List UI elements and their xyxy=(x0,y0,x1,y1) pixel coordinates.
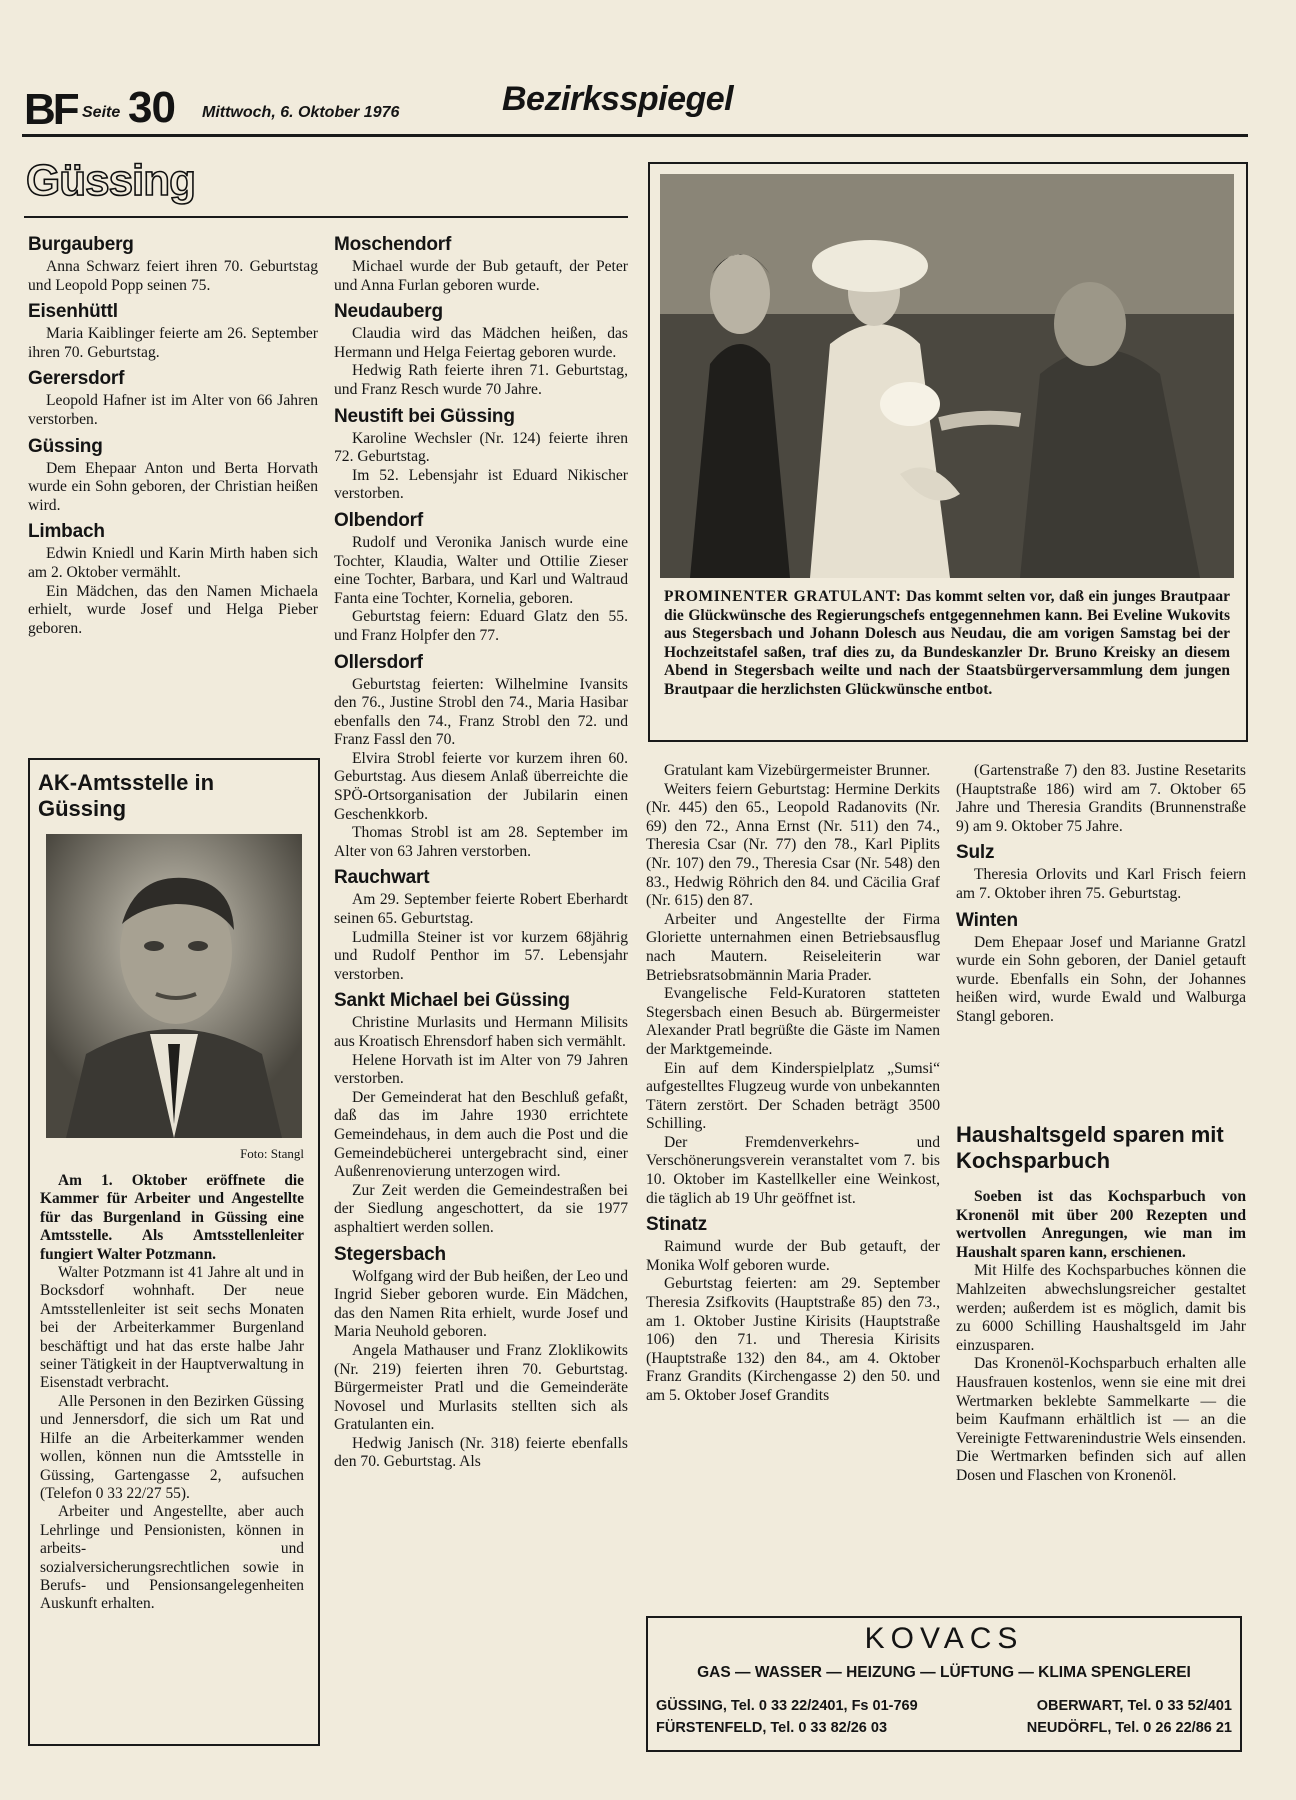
issue-date: Mittwoch, 6. Oktober 1976 xyxy=(202,104,400,121)
header-rule xyxy=(22,134,1248,137)
section-heading: Güssing xyxy=(28,435,103,457)
region-rule xyxy=(24,216,628,218)
news-item: Geburtstag feierten: Wilhelmine Ivansits den 76., Justine Strobl den 74., Maria Hasibar ebenfalls den 74., Franz Strobl den 72. und Franz Fassl den 70. xyxy=(334,675,628,749)
ak-box xyxy=(28,758,320,1746)
section-heading: Moschendorf xyxy=(334,234,452,255)
caption-text: Das kommt selten vor, daß ein junges Brautpaar die Glückwünsche des Regierungschefs entgegennehmen kann. Bei Eveline Wukovits aus Stegersbach und Johann Dolesch aus Neudau, die am vorigen Samstag bei der Hochzeitstafel saßen, traf dies zu, da Bundeskanzler Dr. Bruno Kreisky an diesem Abend in Stegersbach weilte und nach der Staatsbürgerversammlung dem jungen Brautpaar die herzlichsten Glückwünsche entbot. xyxy=(664,588,1231,698)
page-number: 30 xyxy=(128,83,175,132)
section-heading: Stegersbach xyxy=(334,1243,446,1265)
article-paragraph: Das Kronenöl-Kochsparbuch erhalten alle Hausfrauen kostenlos, wenn sie eine mit drei Wertmarken beklebte Sammelkarte — die beim Kaufmann erhältlich ist — an die Vereinigte Fettwarenindustrie Wels einsenden. Die Wertmarken befinden sich auf allen Dosen und Flaschen von Kronenöl. xyxy=(956,1355,1246,1484)
wedding-photo-box xyxy=(648,162,1248,742)
column-4 xyxy=(956,762,1246,1027)
news-item: (Gartenstraße 7) den 83. Justine Resetarits (Hauptstraße 186) wird am 7. Oktober 65 Jahre und Theresia Grandits (Brunnenstraße 9) am 9. Oktober 75 Jahre. xyxy=(956,762,1246,835)
news-item: Dem Ehepaar Anton und Berta Horvath wurde ein Sohn geboren, der Christian heißen wird. xyxy=(28,459,318,514)
news-item: Geburtstag feiern: Eduard Glatz den 55. und Franz Holpfer den 77. xyxy=(334,608,628,644)
news-item: Theresia Orlovits und Karl Frisch feiern am 7. Oktober ihren 75. Geburtstag. xyxy=(956,866,1246,902)
news-item: Weiters feiern Geburtstag: Hermine Derkits (Nr. 445) den 65., Leopold Radanovits (Nr. 69) den 72., Anna Ernst (Nr. 511) den 74., Theresia Csar (Nr. 77) den 78., Karl Piplits (Nr. 107) den 79., Theresia Csar (Nr. 548) den 83., Hedwig Röhrich den 84. und Cäcilia Graf (Nr. 615) den 87. xyxy=(646,780,940,910)
ad-line2-right: NEUDÖRFL, Tel. 0 26 22/86 21 xyxy=(1026,1720,1232,1736)
article-lead: Am 1. Oktober eröffnete die Kammer für Arbeiter und Angestellte für das Burgenland in Güssing eine Amtsstelle. Als Amtsstellenleiter fungiert Walter Potzmann. xyxy=(40,1172,304,1263)
news-item: Helene Horvath ist im Alter von 79 Jahren verstorben. xyxy=(334,1051,628,1088)
section-heading: Stinatz xyxy=(646,1214,707,1236)
news-item: Evangelische Feld-Kuratoren statteten Stegersbach einen Besuch ab. Bürgermeister Alexander Pratl begrüßte die Gäste im Namen der Marktgemeinde. xyxy=(646,985,940,1058)
article-paragraph: Walter Potzmann ist 41 Jahre alt und in Bocksdorf wohnhaft. Der neue Amtsstellenleiter ist seit sechs Monaten bei der Arbeiterkammer Burgenland beschäftigt und hat das erste halbe Jahr seiner Tätigkeit in der Hauptverwaltung in Eisenstadt verbracht. xyxy=(40,1264,304,1392)
news-item: Hedwig Janisch (Nr. 318) feierte ebenfalls den 70. Geburtstag. Als xyxy=(334,1434,628,1471)
section-heading: Winten xyxy=(956,909,1018,931)
news-item: Geburtstag feierten: am 29. September Theresia Zsifkovits (Hauptstraße 85) den 73., am 1. Oktober Justine Kirisits (Hauptstraße 106) den 71. und Theresia Kirisits (Hauptstraße 132) den 84., am 4. Oktober Franz Grandits (Kirchengasse 2) den 50. und am 5. Oktober Josef Grandits xyxy=(646,1275,940,1404)
ak-article xyxy=(40,1172,304,1614)
news-item: Gratulant kam Vizebürgermeister Brunner. xyxy=(664,762,931,779)
news-item: Maria Kaiblinger feierte am 26. September ihren 70. Geburtstag. xyxy=(28,325,318,361)
section-heading: Rauchwart xyxy=(334,867,430,889)
news-item: Ein auf dem Kinderspielplatz „Sumsi“ aufgestelltes Flugzeug wurde von unbekannten Tätern zerstört. Der Schaden beträgt 3500 Schilling. xyxy=(646,1059,940,1133)
article-lead: Soeben ist das Kochsparbuch von Kronenöl mit über 200 Rezepten und wertvollen Anregungen, wie man im Haushalt sparen kann, erschienen. xyxy=(956,1188,1246,1261)
news-item: Claudia wird das Mädchen heißen, das Hermann und Helga Feiertag geboren wurde. xyxy=(334,325,628,361)
masthead-logo: BF xyxy=(24,85,77,134)
portrait-image xyxy=(46,834,302,1138)
news-item: Ein Mädchen, das den Namen Michaela erhielt, wurde Josef und Helga Pieber geboren. xyxy=(28,582,318,637)
column-1 xyxy=(28,234,318,638)
section-heading: Sulz xyxy=(956,842,995,864)
news-item: Arbeiter und Angestellte der Firma Gloriette unternahmen einen Betriebsausflug nach Mautern. Reiseleiterin war Betriebsratsobmännin Maria Prader. xyxy=(646,910,940,984)
region-title: Güssing xyxy=(26,156,196,205)
column-2 xyxy=(334,234,628,1472)
section-heading: Ollersdorf xyxy=(334,651,423,673)
ad-services: GAS — WASSER — HEIZUNG — LÜFTUNG — KLIMA SPENGLEREI xyxy=(697,1664,1191,1681)
news-item: Raimund wurde der Bub getauft, der Monika Wolf geboren wurde. xyxy=(646,1238,940,1274)
news-item: Wolfgang wird der Bub heißen, der Leo und Ingrid Sieber geboren wurde. Ein Mädchen, das den Namen Rita erhielt, wurde Josef und Maria Neuhold geboren. xyxy=(334,1267,628,1341)
wedding-image xyxy=(660,174,1234,578)
ad-name: KOVACS xyxy=(864,1622,1024,1655)
section-heading: Eisenhüttl xyxy=(28,301,118,323)
seite-label: Seite xyxy=(82,104,121,121)
news-item: Elvira Strobl feierte vor kurzem ihren 60. Geburtstag. Aus diesem Anlaß überreichte die SPÖ-Ortsorganisation der Jubilarin einen Geschenkkorb. xyxy=(334,749,628,823)
news-item: Michael wurde der Bub getauft, der Peter und Anna Furlan geboren wurde. xyxy=(334,258,628,294)
news-item: Angela Mathauser und Franz Zloklikowits (Nr. 219) feierten ihren 70. Geburtstag. Bürgermeister Pratl und die Gemeinderäte Novosel und Murlasits stellten sich als Gratulanten ein. xyxy=(334,1341,628,1434)
news-item: Am 29. September feierte Robert Eberhardt seinen 65. Geburtstag. xyxy=(334,891,628,928)
news-item: Im 52. Lebensjahr ist Eduard Nikischer verstorben. xyxy=(334,466,628,503)
article-paragraph: Mit Hilfe des Kochsparbuches können die Mahlzeiten abwechslungsreicher gestaltet werden; außerdem ist es möglich, damit bis zu 6000 Schilling Haushaltsgeld im Jahr einzusparen. xyxy=(956,1262,1246,1354)
news-item: Zur Zeit werden die Gemeindestraßen bei der Siedlung angeschottert, da sie 1977 asphaltiert werden sollen. xyxy=(334,1181,628,1236)
article-paragraph: Alle Personen in den Bezirken Güssing und Jennersdorf, die sich um Rat und Hilfe an die Arbeiterkammer wenden wollen, können nun die Amtsstelle in Güssing, Gartengasse 2, aufsuchen (Telefon 0 33 22/27 55). xyxy=(40,1392,304,1502)
ak-title: AK-Amtsstelle in Güssing xyxy=(38,770,215,821)
section-heading: Neustift bei Güssing xyxy=(334,405,515,427)
section-heading: Burgauberg xyxy=(28,234,134,255)
news-item: Der Gemeinderat hat den Beschluß gefaßt, daß das im Jahre 1930 errichtete Gemeindehaus, in dem auch die Post und die Gemeindebücherei untergebracht sind, einer Außenrenovierung unterzogen wird. xyxy=(334,1088,628,1181)
news-item: Dem Ehepaar Josef und Marianne Gratzl wurde ein Sohn geboren, der Daniel getauft wurde. Ebenfalls ein Sohn, der Johannes heißen wird, wurde Ewald und Walburga Stangl geboren. xyxy=(956,933,1246,1025)
news-item: Hedwig Rath feierte ihren 71. Geburtstag, und Franz Resch wurde 70 Jahre. xyxy=(334,362,628,398)
haushalt-article xyxy=(956,1188,1246,1486)
photo-credit: Foto: Stangl xyxy=(240,1146,304,1161)
news-item: Anna Schwarz feiert ihren 70. Geburtstag und Leopold Popp seinen 75. xyxy=(28,258,318,294)
news-item: Ludmilla Steiner ist vor kurzem 68jährig und Rudolf Penthor im 57. Lebensjahr verstorben. xyxy=(334,928,628,983)
haushalt-title: Haushaltsgeld sparen mit Kochsparbuch xyxy=(956,1122,1224,1173)
ad-line2-left: FÜRSTENFELD, Tel. 0 33 82/26 03 xyxy=(656,1720,888,1736)
news-item: Leopold Hafner ist im Alter von 66 Jahren verstorben. xyxy=(28,392,318,428)
section-heading: Limbach xyxy=(28,521,105,543)
news-item: Christine Murlasits und Hermann Milisits aus Kroatisch Ehrensdorf haben sich vermählt. xyxy=(334,1014,628,1050)
kovacs-ad xyxy=(646,1616,1242,1752)
wedding-photo xyxy=(660,174,1234,578)
news-item: Rudolf und Veronika Janisch wurde eine Tochter, Klaudia, Walter und Ottilie Zieser eine Tochter, Barbara, und Karl und Waltraud Fanta eine Tochter, Kornelia, geboren. xyxy=(334,533,628,607)
section-heading: Gerersdorf xyxy=(28,368,125,390)
news-item: Karoline Wechsler (Nr. 124) feierte ihren 72. Geburtstag. xyxy=(334,429,628,466)
section-heading: Sankt Michael bei Güssing xyxy=(334,990,570,1012)
section-heading: Olbendorf xyxy=(334,509,423,531)
ad-line1-right: OBERWART, Tel. 0 33 52/401 xyxy=(1036,1698,1232,1714)
ad-line1-left: GÜSSING, Tel. 0 33 22/2401, Fs 01-769 xyxy=(656,1698,918,1714)
section-heading: Neudauberg xyxy=(334,301,443,323)
news-item: Der Fremdenverkehrs- und Verschönerungsverein veranstaltet vom 7. bis 10. Oktober im Kastellkeller eine Weinkost, die täglich ab 19 Uhr geöffnet ist. xyxy=(646,1133,940,1207)
news-item: Edwin Kniedl und Karin Mirth haben sich am 2. Oktober vermählt. xyxy=(28,545,318,581)
portrait-photo xyxy=(46,834,302,1138)
column-3 xyxy=(646,762,940,1406)
photo-caption xyxy=(664,588,1230,700)
section-title: Bezirksspiegel xyxy=(502,80,734,118)
article-paragraph: Arbeiter und Angestellte, aber auch Lehrlinge und Pensionisten, können in arbeits- und sozialversicherungsrechtlichen sowie in Berufs- und Pensionsangelegenheiten Auskunft erhalten. xyxy=(40,1503,304,1613)
news-item: Thomas Strobl ist am 28. September im Alter von 63 Jahren verstorben. xyxy=(334,824,628,860)
caption-lead: PROMINENTER GRATULANT: xyxy=(664,588,902,605)
